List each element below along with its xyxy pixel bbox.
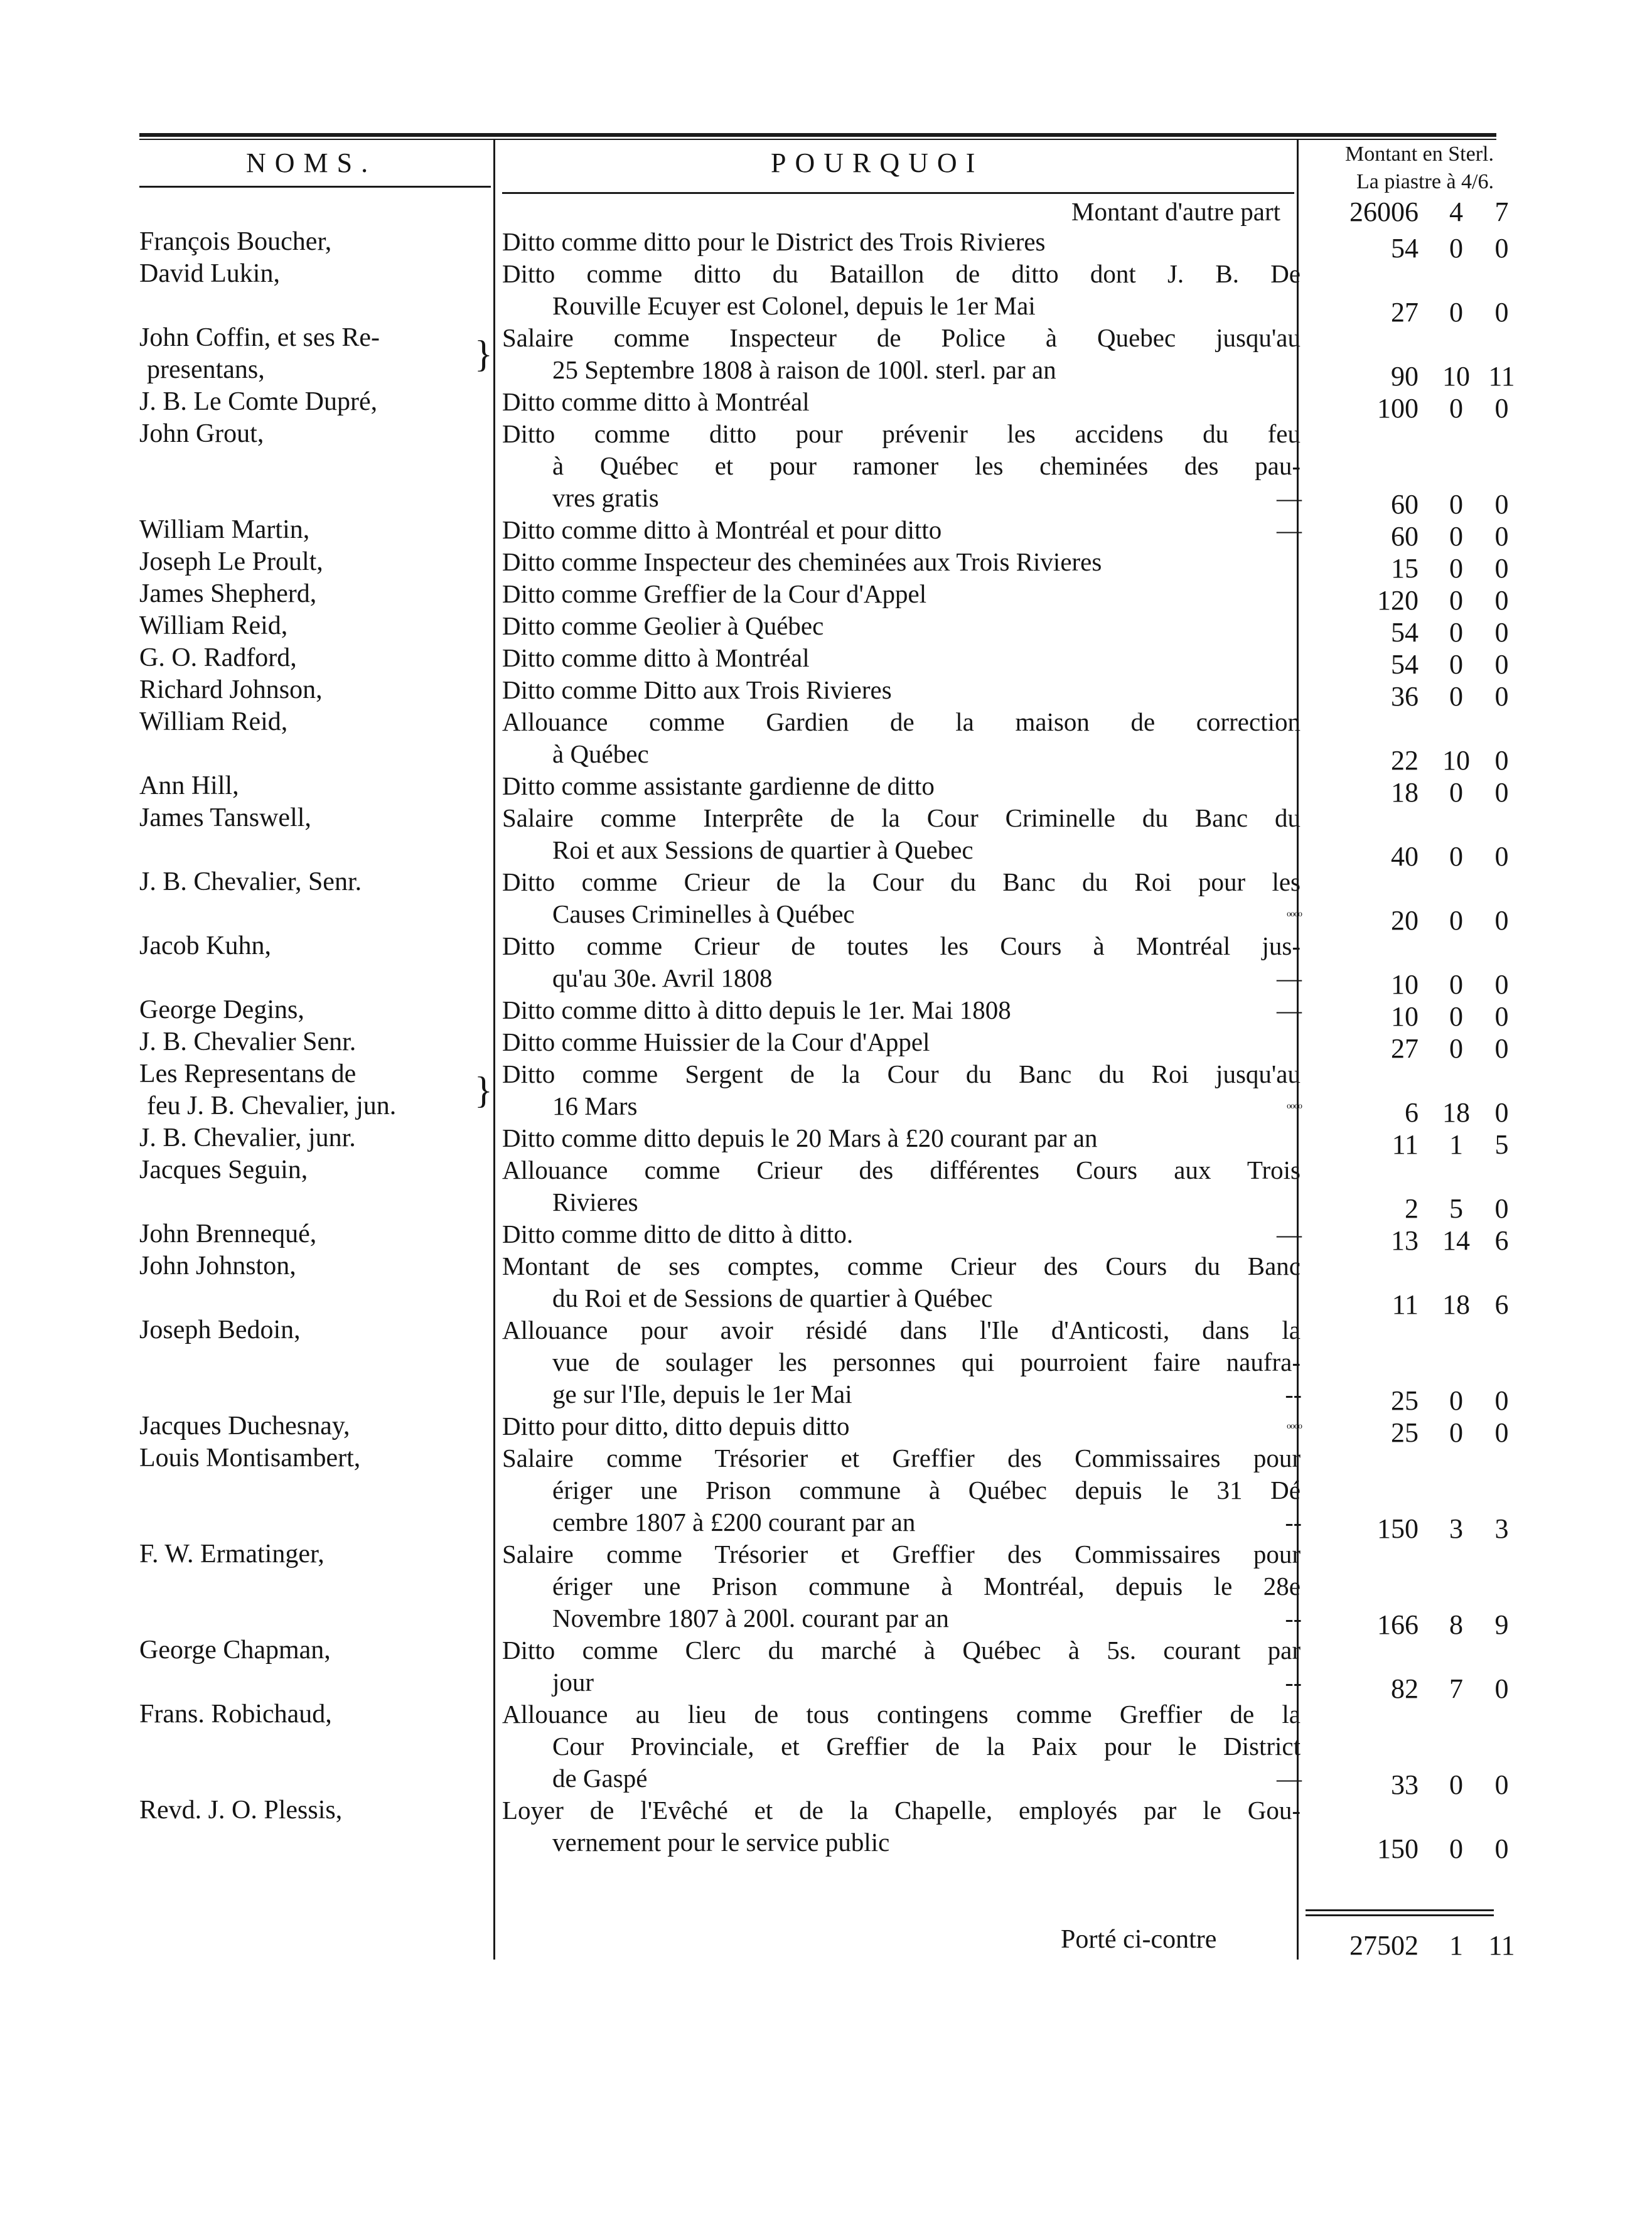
entry-description: [502, 1122, 1301, 1154]
entry-name: [139, 1250, 491, 1282]
table-row: [0, 1698, 1652, 1800]
carried-forward-shillings: 4: [1449, 196, 1463, 227]
entry-name: [139, 1410, 491, 1442]
entry-name: [139, 994, 491, 1026]
entry-name-line: Jacques Duchesnay,: [139, 1412, 350, 1440]
entry-pounds: 27: [1391, 1033, 1419, 1064]
entry-description-line: vres gratis: [552, 483, 659, 512]
entry-description-line: ériger une Prison commune à Québec depuis le 31 Dé: [552, 1476, 1301, 1504]
entry-name-line: John Johnston,: [139, 1252, 296, 1280]
entry-description-line: Salaire comme Inspecteur de Police à Quebec jusqu'au: [502, 323, 1301, 352]
entry-shillings: 0: [1449, 585, 1463, 616]
entry-description-line: Salaire comme Trésorier et Greffier des Commissaires pour: [502, 1540, 1301, 1569]
entry-pence: 0: [1494, 233, 1509, 264]
entry-description: [502, 1538, 1301, 1634]
brace-glyph: }: [475, 333, 493, 375]
entry-pounds: 54: [1391, 649, 1419, 680]
entry-description: [502, 1698, 1301, 1794]
entry-name: [139, 514, 491, 546]
entry-name-line: presentans,: [147, 355, 265, 384]
entry-pence: 0: [1494, 1001, 1509, 1032]
entry-pence: 11: [1488, 361, 1515, 392]
entry-name-line: feu J. B. Chevalier, jun.: [147, 1091, 397, 1120]
entry-name-line: G. O. Radford,: [139, 643, 297, 672]
entry-name-line: Joseph Le Proult,: [139, 547, 323, 576]
entry-name-line: Frans. Robichaud,: [139, 1700, 332, 1729]
entry-pence: 3: [1494, 1513, 1509, 1544]
entry-name: [139, 866, 491, 898]
entry-name: [139, 258, 491, 290]
carried-forward-label: Montant d'autre part: [1071, 197, 1280, 226]
entry-description-line: Ditto comme Greffier de la Cour d'Appel: [502, 579, 927, 608]
table-row: [0, 770, 1652, 808]
leader-mark: --: [1285, 1508, 1302, 1537]
entry-name: [139, 546, 491, 578]
entry-name: [139, 226, 491, 258]
entry-name: [139, 1122, 491, 1154]
entry-shillings: 0: [1449, 777, 1463, 808]
entry-description-line: Roi et aux Sessions de quartier à Quebec: [552, 835, 973, 864]
table-row: [0, 386, 1652, 424]
entry-description-line: de Gaspé: [552, 1764, 648, 1793]
entry-shillings: 0: [1449, 1385, 1463, 1416]
entry-description-line: cembre 1807 à £200 courant par an: [552, 1508, 916, 1537]
entry-description: [502, 1250, 1301, 1314]
entry-name-line: J. B. Chevalier, junr.: [139, 1124, 356, 1152]
entry-name: [139, 1442, 491, 1474]
entry-shillings: 14: [1442, 1225, 1470, 1256]
entry-description-line: Montant de ses comptes, comme Crieur des Cours du Banc: [502, 1252, 1301, 1280]
entry-pence: 6: [1494, 1225, 1509, 1256]
entry-description-line: Allouance au lieu de tous contingens comme Greffier de la: [502, 1700, 1301, 1729]
entry-pounds: 13: [1391, 1225, 1419, 1256]
footer-label: Porté ci-contre: [1061, 1925, 1217, 1954]
entry-description-line: Ditto comme Crieur de la Cour du Banc du Roi pour les: [502, 867, 1301, 896]
entry-description-line: Cour Provinciale, et Greffier de la Paix pour le District: [552, 1732, 1301, 1761]
entry-description-line: Salaire comme Interprête de la Cour Criminelle du Banc du: [502, 803, 1301, 832]
table-row: [0, 578, 1652, 616]
entry-description-line: jour: [552, 1668, 594, 1697]
leader-mark: --: [1285, 1604, 1302, 1633]
entry-name-line: F. W. Ermatinger,: [139, 1540, 324, 1569]
entry-description-line: Ditto comme ditto pour le District des Trois Rivieres: [502, 227, 1046, 256]
entry-name-line: James Shepherd,: [139, 579, 317, 608]
entry-description: [502, 546, 1301, 578]
entry-shillings: 3: [1449, 1513, 1463, 1544]
leader-mark: —: [1277, 1764, 1302, 1793]
leader-mark: —: [1277, 996, 1302, 1024]
entry-description: [502, 642, 1301, 674]
table-row: [0, 1442, 1652, 1544]
top-rule-thin: [139, 139, 1496, 140]
footer-pounds: 27502: [1349, 1930, 1419, 1961]
entry-description-line: 25 Septembre 1808 à raison de 100l. sterl. par an: [552, 355, 1056, 384]
leader-mark: —: [1277, 484, 1302, 512]
entry-shillings: 0: [1449, 1833, 1463, 1864]
entry-pence: 0: [1494, 1097, 1509, 1128]
entry-shillings: 0: [1449, 489, 1463, 520]
entry-description: [502, 1026, 1301, 1058]
pourquoi-header-underline: [502, 192, 1294, 194]
entry-name: [139, 610, 491, 642]
footer-pence: 11: [1488, 1930, 1515, 1961]
entry-description-line: ériger une Prison commune à Montréal, depuis le 28e: [552, 1572, 1301, 1601]
entry-description: [502, 770, 1301, 802]
entry-shillings: 0: [1449, 617, 1463, 648]
entry-description-line: Ditto comme ditto depuis le 20 Mars à £20 courant par an: [502, 1124, 1098, 1152]
entry-name-line: George Degins,: [139, 995, 304, 1024]
entry-description-line: Causes Criminelles à Québec: [552, 899, 855, 928]
table-row: [0, 642, 1652, 680]
entry-description-line: à Québec: [552, 739, 649, 768]
entry-name: [139, 1218, 491, 1250]
entry-pence: 5: [1494, 1129, 1509, 1160]
entry-name: [139, 802, 491, 834]
table-row: [0, 1250, 1652, 1320]
entry-description: [502, 994, 1301, 1026]
entry-description-line: Allouance comme Crieur des différentes Cours aux Trois: [502, 1156, 1301, 1184]
table-row: [0, 802, 1652, 872]
entry-pounds: 27: [1391, 297, 1419, 328]
entry-shillings: 0: [1449, 521, 1463, 552]
entry-shillings: 10: [1442, 361, 1470, 392]
entry-description-line: Ditto pour ditto, ditto depuis ditto: [502, 1412, 850, 1440]
table-row: [0, 1410, 1652, 1448]
leader-mark: oooo: [1287, 909, 1302, 919]
entry-description-line: Ditto comme ditto à ditto depuis le 1er. Mai 1808: [502, 995, 1011, 1024]
entry-pence: 0: [1494, 585, 1509, 616]
entry-pence: 0: [1494, 617, 1509, 648]
entry-description: [502, 674, 1301, 706]
leader-mark: —: [1277, 1220, 1302, 1248]
entry-description-line: Ditto comme Geolier à Québec: [502, 611, 824, 640]
table-row: [0, 1538, 1652, 1640]
entry-pence: 0: [1494, 777, 1509, 808]
entry-name: [139, 1538, 491, 1570]
entry-name-line: William Reid,: [139, 611, 288, 640]
entry-pounds: 15: [1391, 553, 1419, 584]
entry-name-line: George Chapman,: [139, 1636, 331, 1665]
entry-description: [502, 418, 1301, 514]
entry-name: [139, 418, 491, 450]
entry-pence: 0: [1494, 1193, 1509, 1224]
entry-pounds: 10: [1391, 1001, 1419, 1032]
entry-description-line: Salaire comme Trésorier et Greffier des Commissaires pour: [502, 1444, 1301, 1472]
entry-name: [139, 386, 491, 418]
table-row: [0, 1122, 1652, 1160]
entry-description-line: Novembre 1807 à 200l. courant par an: [552, 1604, 949, 1633]
entry-shillings: 0: [1449, 905, 1463, 936]
entry-description: [502, 610, 1301, 642]
entry-description-line: Ditto comme ditto de ditto à ditto.: [502, 1220, 854, 1248]
total-double-rule-2: [1306, 1914, 1494, 1916]
entry-description: [502, 514, 1301, 546]
entry-description: [502, 802, 1301, 866]
top-rule: [139, 133, 1496, 137]
entry-shillings: 0: [1449, 1769, 1463, 1800]
table-row: [0, 1154, 1652, 1224]
table-row: [0, 930, 1652, 1000]
entry-pence: 0: [1494, 1417, 1509, 1448]
entry-description: [502, 578, 1301, 610]
entry-description-line: Ditto comme Ditto aux Trois Rivieres: [502, 675, 892, 704]
entry-pounds: 22: [1391, 745, 1419, 776]
entry-pounds: 60: [1391, 521, 1419, 552]
entry-pounds: 18: [1391, 777, 1419, 808]
entry-name: [139, 770, 491, 802]
entry-pence: 0: [1494, 969, 1509, 1000]
entry-pounds: 36: [1391, 681, 1419, 712]
table-row: [0, 674, 1652, 712]
entry-pence: 0: [1494, 1833, 1509, 1864]
entry-description: [502, 1218, 1301, 1250]
leader-mark: —: [1277, 516, 1302, 544]
entry-name-line: William Reid,: [139, 707, 288, 736]
entry-shillings: 0: [1449, 649, 1463, 680]
table-row: [0, 514, 1652, 552]
entry-pounds: 100: [1377, 393, 1419, 424]
entry-description: [502, 1058, 1301, 1122]
entry-description-line: Rivieres: [552, 1188, 638, 1216]
entry-pence: 0: [1494, 681, 1509, 712]
entry-description: [502, 706, 1301, 770]
entry-shillings: 0: [1449, 1417, 1463, 1448]
entry-shillings: 0: [1449, 553, 1463, 584]
header-pourquoi: POURQUOI: [771, 147, 984, 178]
entry-name-line: François Boucher,: [139, 227, 332, 256]
entry-name-line: J. B. Chevalier Senr.: [139, 1027, 357, 1056]
entry-description: [502, 866, 1301, 930]
entry-name: [139, 1058, 491, 1122]
entry-pounds: 120: [1377, 585, 1419, 616]
entry-name: [139, 1314, 491, 1346]
entry-description-line: Allouance comme Gardien de la maison de correction: [502, 707, 1301, 736]
leader-mark: —: [1277, 964, 1302, 992]
entry-shillings: 8: [1449, 1609, 1463, 1640]
entry-shillings: 0: [1449, 1033, 1463, 1064]
entry-pence: 0: [1494, 553, 1509, 584]
total-double-rule-1: [1306, 1909, 1494, 1911]
entry-description-line: Ditto comme ditto à Montréal: [502, 387, 810, 416]
entry-description: [502, 1442, 1301, 1538]
entry-pounds: 60: [1391, 489, 1419, 520]
entry-pence: 0: [1494, 393, 1509, 424]
header-noms: NOMS.: [246, 147, 377, 178]
entry-pence: 0: [1494, 905, 1509, 936]
header-montant-line2: La piastre à 4/6.: [1356, 170, 1494, 193]
entry-description: [502, 258, 1301, 322]
entry-description: [502, 226, 1301, 258]
entry-description: [502, 1314, 1301, 1410]
table-row: [0, 1026, 1652, 1064]
entry-description-line: du Roi et de Sessions de quartier à Québec: [552, 1284, 993, 1312]
entry-shillings: 0: [1449, 393, 1463, 424]
entry-pence: 0: [1494, 1769, 1509, 1800]
entry-pounds: 11: [1392, 1129, 1419, 1160]
entry-pounds: 33: [1391, 1769, 1419, 1800]
entry-name-line: John Grout,: [139, 419, 264, 448]
leader-mark: oooo: [1287, 1102, 1302, 1111]
carried-forward-pence: 7: [1494, 196, 1509, 227]
entry-shillings: 0: [1449, 233, 1463, 264]
entry-description-line: vue de soulager les personnes qui pourroient faire naufra-: [552, 1348, 1301, 1376]
table-row: [0, 1634, 1652, 1704]
entry-pence: 0: [1494, 1673, 1509, 1704]
entry-shillings: 0: [1449, 841, 1463, 872]
entry-name: [139, 1634, 491, 1666]
table-row: [0, 706, 1652, 776]
entry-name-line: John Brennequé,: [139, 1220, 317, 1248]
entry-description: [502, 1410, 1301, 1442]
entry-pounds: 90: [1391, 361, 1419, 392]
table-row: [0, 1218, 1652, 1256]
leader-mark: --: [1285, 1380, 1302, 1408]
entry-shillings: 0: [1449, 1001, 1463, 1032]
entry-description-line: Ditto comme Inspecteur des cheminées aux Trois Rivieres: [502, 547, 1102, 576]
entry-description-line: vernement pour le service public: [552, 1828, 890, 1857]
entry-description-line: Ditto comme ditto pour prévenir les accidens du feu: [502, 419, 1301, 448]
entry-pounds: 150: [1377, 1833, 1419, 1864]
entry-name-line: Joseph Bedoin,: [139, 1316, 301, 1344]
entry-description-line: à Québec et pour ramoner les cheminées des pau-: [552, 451, 1301, 480]
noms-header-underline: [139, 186, 491, 188]
entry-description-line: Ditto comme ditto à Montréal et pour ditto: [502, 515, 942, 544]
entry-name-line: Jacob Kuhn,: [139, 931, 271, 960]
entry-name-line: Louis Montisambert,: [139, 1444, 361, 1472]
entry-pounds: 150: [1377, 1513, 1419, 1544]
entry-description-line: Ditto comme ditto du Bataillon de ditto dont J. B. De: [502, 259, 1301, 288]
entry-pence: 6: [1494, 1289, 1509, 1320]
entry-shillings: 18: [1442, 1097, 1470, 1128]
entry-name-line: Jacques Seguin,: [139, 1156, 308, 1184]
entry-pounds: 25: [1391, 1385, 1419, 1416]
entry-description-line: 16 Mars: [552, 1091, 638, 1120]
entry-description-line: Allouance pour avoir résidé dans l'Ile d'Anticosti, dans la: [502, 1316, 1301, 1344]
entry-description-line: Ditto comme ditto à Montréal: [502, 643, 810, 672]
entry-name-line: Revd. J. O. Plessis,: [139, 1796, 343, 1825]
entry-description-line: Loyer de l'Evêché et de la Chapelle, employés par le Gou-: [502, 1796, 1301, 1825]
table-row: [0, 226, 1652, 264]
entry-shillings: 10: [1442, 745, 1470, 776]
footer-shillings: 1: [1449, 1930, 1463, 1961]
entry-name-line: Ann Hill,: [139, 771, 239, 800]
entry-name: [139, 1154, 491, 1186]
entry-description: [502, 1794, 1301, 1858]
entry-description: [502, 322, 1301, 386]
entry-name: [139, 1026, 491, 1058]
table-row: [0, 322, 1652, 392]
entry-name-line: John Coffin, et ses Re-: [139, 323, 380, 352]
entry-pence: 0: [1494, 649, 1509, 680]
entry-name: [139, 1794, 491, 1826]
entry-pounds: 82: [1391, 1673, 1419, 1704]
leader-mark: --: [1285, 1668, 1302, 1697]
entry-description: [502, 930, 1301, 994]
entry-name-line: David Lukin,: [139, 259, 280, 288]
table-row: [0, 866, 1652, 936]
entry-pence: 0: [1494, 489, 1509, 520]
entry-name-line: James Tanswell,: [139, 803, 311, 832]
entry-pence: 9: [1494, 1609, 1509, 1640]
table-row: [0, 546, 1652, 584]
entry-description-line: qu'au 30e. Avril 1808: [552, 963, 773, 992]
entry-pounds: 11: [1392, 1289, 1419, 1320]
entry-description: [502, 1634, 1301, 1698]
entry-description-line: Ditto comme Sergent de la Cour du Banc du Roi jusqu'au: [502, 1059, 1301, 1088]
entry-pence: 0: [1494, 521, 1509, 552]
entry-name-line: J. B. Chevalier, Senr.: [139, 867, 362, 896]
entry-pounds: 25: [1391, 1417, 1419, 1448]
entry-pounds: 40: [1391, 841, 1419, 872]
entry-description-line: Ditto comme Clerc du marché à Québec à 5s. courant par: [502, 1636, 1301, 1665]
entry-pence: 0: [1494, 745, 1509, 776]
header-montant-line1: Montant en Sterl.: [1344, 142, 1494, 166]
entry-shillings: 7: [1449, 1673, 1463, 1704]
entry-description: [502, 1154, 1301, 1218]
entry-pounds: 20: [1391, 905, 1419, 936]
entry-name: [139, 578, 491, 610]
brace-glyph: }: [475, 1070, 493, 1111]
entry-shillings: 5: [1449, 1193, 1463, 1224]
entry-pence: 0: [1494, 1385, 1509, 1416]
table-row: [0, 258, 1652, 328]
entry-description-line: ge sur l'Ile, depuis le 1er Mai: [552, 1380, 852, 1408]
entry-name: [139, 674, 491, 706]
entry-pounds: 2: [1405, 1193, 1419, 1224]
entry-description: [502, 386, 1301, 418]
entry-name-line: Richard Johnson,: [139, 675, 323, 704]
table-row: [0, 1794, 1652, 1864]
table-row: [0, 1058, 1652, 1128]
entry-name-line: J. B. Le Comte Dupré,: [139, 387, 378, 416]
entry-name: [139, 706, 491, 738]
entry-pence: 0: [1494, 297, 1509, 328]
entry-pounds: 54: [1391, 617, 1419, 648]
carried-forward-pounds: 26006: [1349, 196, 1419, 227]
table-row: [0, 610, 1652, 648]
entry-pence: 0: [1494, 841, 1509, 872]
entry-name-line: Les Representans de: [139, 1059, 357, 1088]
entry-pounds: 10: [1391, 969, 1419, 1000]
entry-description-line: Ditto comme Huissier de la Cour d'Appel: [502, 1027, 930, 1056]
entry-shillings: 18: [1442, 1289, 1470, 1320]
leader-mark: oooo: [1287, 1422, 1302, 1431]
entry-name: [139, 1698, 491, 1730]
entry-pounds: 54: [1391, 233, 1419, 264]
entry-description-line: Rouville Ecuyer est Colonel, depuis le 1er Mai: [552, 291, 1036, 320]
entry-pounds: 166: [1377, 1609, 1419, 1640]
entry-description-line: Ditto comme assistante gardienne de ditto: [502, 771, 935, 800]
table-row: [0, 994, 1652, 1032]
entry-shillings: 0: [1449, 969, 1463, 1000]
entry-name: [139, 930, 491, 962]
entry-name: [139, 642, 491, 674]
entry-shillings: 1: [1449, 1129, 1463, 1160]
table-row: [0, 1314, 1652, 1416]
entry-pence: 0: [1494, 1033, 1509, 1064]
entry-name: [139, 322, 491, 386]
table-row: [0, 418, 1652, 520]
entry-shillings: 0: [1449, 297, 1463, 328]
entry-shillings: 0: [1449, 681, 1463, 712]
entry-description-line: Ditto comme Crieur de toutes les Cours à Montréal jus-: [502, 931, 1301, 960]
entry-name-line: William Martin,: [139, 515, 310, 544]
entry-pounds: 6: [1405, 1097, 1419, 1128]
